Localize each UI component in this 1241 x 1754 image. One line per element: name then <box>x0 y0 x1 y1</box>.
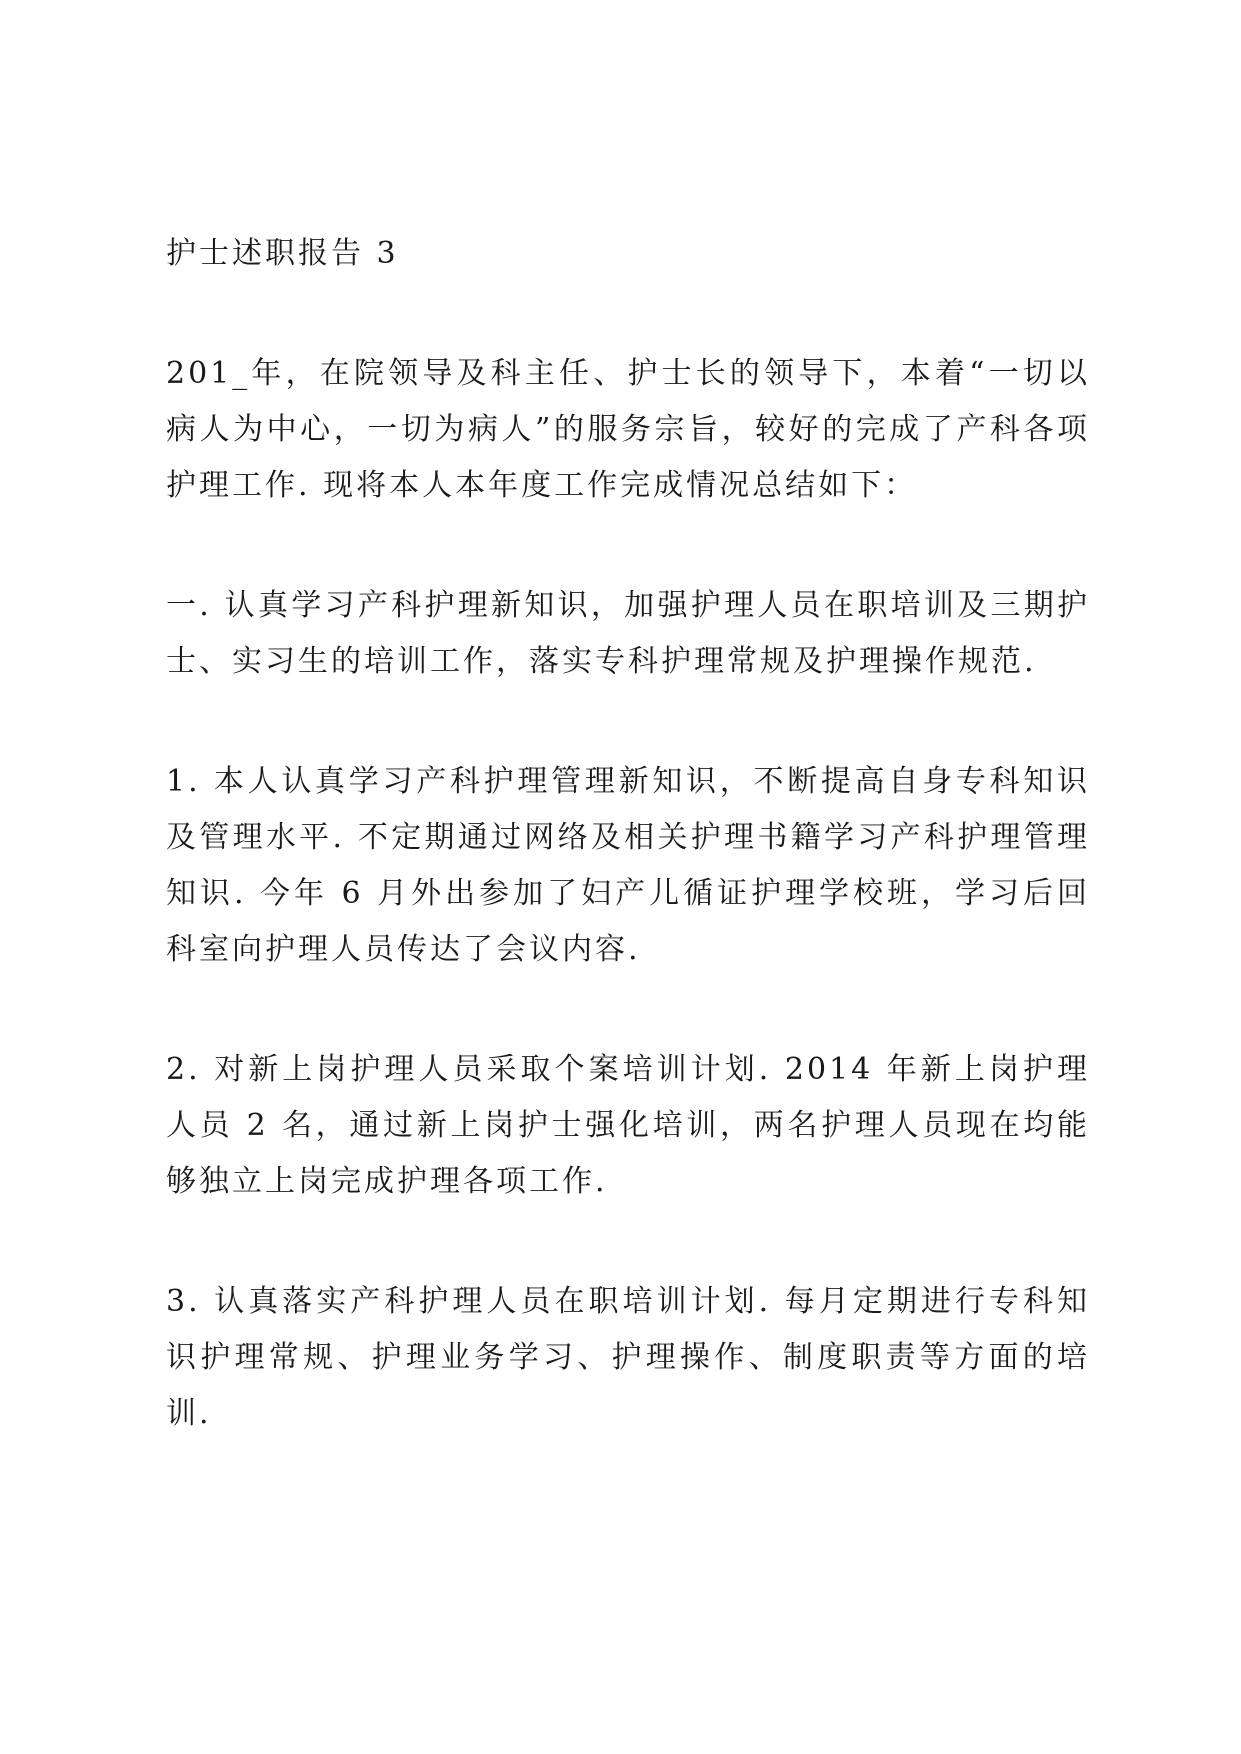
paragraph-item-3: 3. 认真落实产科护理人员在职培训计划. 每月定期进行专科知识护理常规、护理业务学习、护理操作、制度职责等方面的培训. <box>166 1284 1090 1431</box>
paragraph-section-1: 一. 认真学习产科护理新知识，加强护理人员在职培训及三期护士、实习生的培训工作，落实专科护理常规及护理操作规范. <box>166 588 1090 679</box>
paragraph-item-2: 2. 对新上岗护理人员采取个案培训计划. 2014 年新上岗护理人员 2 名，通过新上岗护士强化培训，两名护理人员现在均能够独立上岗完成护理各项工作. <box>166 1052 1090 1199</box>
document-body <box>166 226 1090 1442</box>
paragraph-item-1: 1. 本人认真学习产科护理管理新知识，不断提高自身专科知识及管理水平. 不定期通过网络及相关护理书籍学习产科护理管理知识. 今年 6 月外出参加了妇产儿循证护理学校班，学习后回科室向护理人员传达了会议内容. <box>166 764 1090 967</box>
paragraph-intro: 201_年，在院领导及科主任、护士长的领导下，本着“一切以病人为中心，一切为病人”的服务宗旨，较好的完成了产科各项护理工作. 现将本人本年度工作完成情况总结如下： <box>166 356 1090 503</box>
document-title: 护士述职报告 3 <box>166 236 399 271</box>
